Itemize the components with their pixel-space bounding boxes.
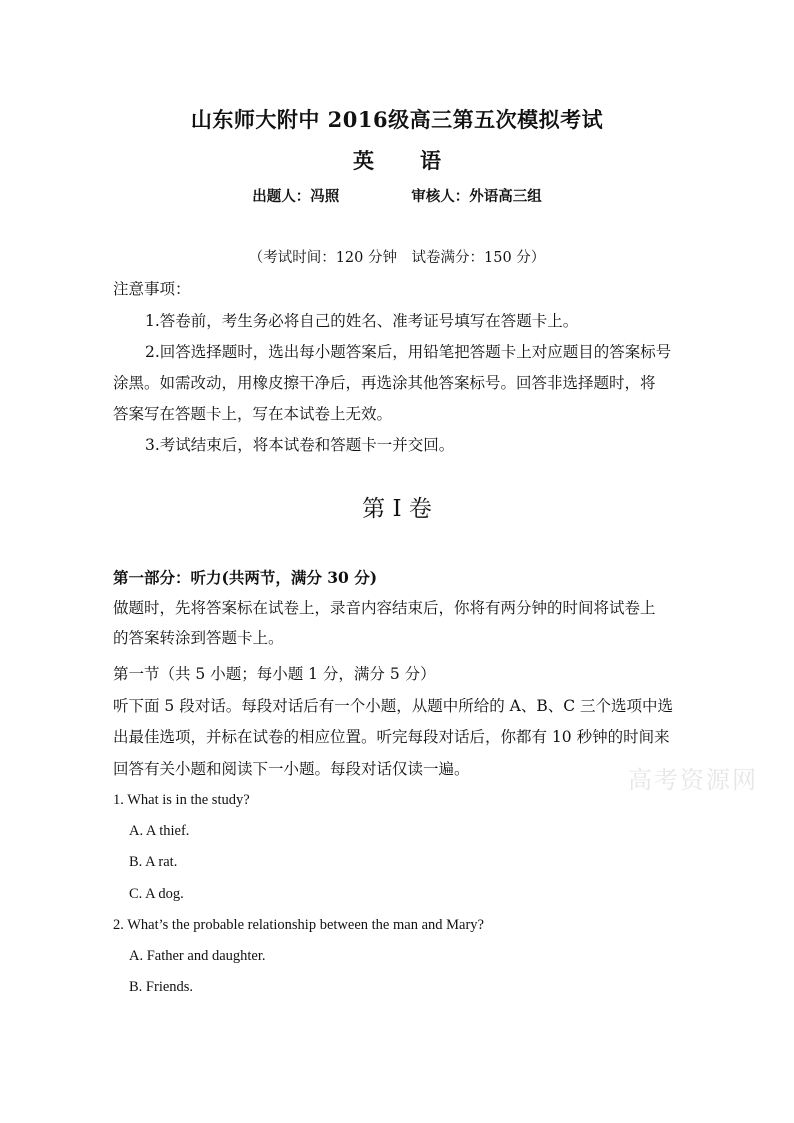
- question-2-option-b: B. Friends.: [129, 979, 194, 995]
- note-item-2-line-1: 2.回答选择题时，选出每小题答案后，用铅笔把答题卡上对应题目的答案标号: [145, 343, 672, 361]
- note-item-1: 1.答卷前，考生务必将自己的姓名、准考证号填写在答题卡上。: [145, 312, 579, 330]
- subject-char-2: 语: [420, 148, 441, 173]
- subject-char-1: 英: [353, 148, 374, 173]
- note-item-2-line-3: 答案写在答题卡上，写在本试卷上无效。: [113, 405, 393, 423]
- watermark: 高考资源网: [628, 766, 758, 794]
- volume-title: 第 I 卷: [362, 496, 432, 522]
- section1-instructions-line-3: 回答有关小题和阅读下一小题。每段对话仅读一遍。: [113, 760, 470, 778]
- question-1-option-b: B. A rat.: [129, 854, 178, 870]
- section1-instructions-line-2: 出最佳选项，并标在试卷的相应位置。听完每段对话后，你都有 10 秒钟的时间来: [113, 728, 670, 746]
- question-1-option-c: C. A dog.: [129, 886, 184, 902]
- section1-heading: 第一节（共 5 小题；每小题 1 分，满分 5 分）: [113, 665, 436, 683]
- notes-heading: 注意事项：: [113, 280, 191, 298]
- note-item-3: 3.考试结束后，将本试卷和答题卡一并交回。: [145, 436, 455, 454]
- exam-title: 山东师大附中 2016级高三第五次模拟考试: [190, 107, 604, 132]
- reviewer: 审核人：外语高三组: [411, 188, 542, 205]
- part1-intro-line-2: 的答案转涂到答题卡上。: [113, 629, 284, 647]
- part1-heading: 第一部分：听力(共两节，满分 30 分): [113, 568, 378, 587]
- subject-title: [0, 145, 794, 175]
- question-1-stem: 1. What is in the study?: [113, 792, 250, 808]
- exam-time-info: （考试时间：120 分钟 试卷满分：150 分）: [248, 250, 546, 266]
- author-line: [0, 185, 794, 206]
- section1-instructions-line-1: 听下面 5 段对话。每段对话后有一个小题，从题中所给的 A、B、C 三个选项中选: [113, 697, 674, 715]
- note-item-2-line-2: 涂黑。如需改动，用橡皮擦干净后，再选涂其他答案标号。回答非选择题时，将: [113, 374, 656, 392]
- author: 出题人：冯照: [252, 188, 340, 205]
- question-2-option-a: A. Father and daughter.: [129, 948, 266, 964]
- question-2-stem: 2. What’s the probable relationship between the man and Mary?: [113, 917, 484, 933]
- question-1-option-a: A. A thief.: [129, 823, 190, 839]
- part1-intro-line-1: 做题时，先将答案标在试卷上，录音内容结束后，你将有两分钟的时间将试卷上: [113, 599, 656, 617]
